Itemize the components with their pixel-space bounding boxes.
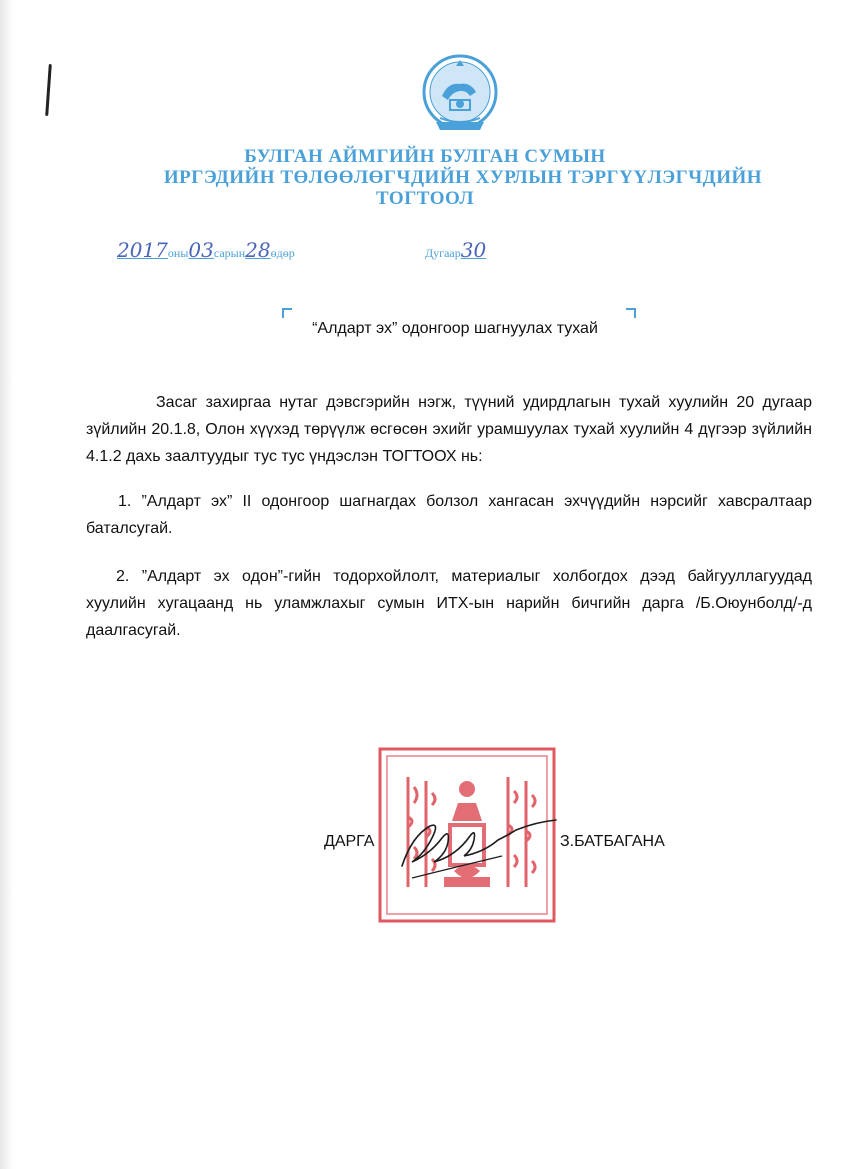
subject-title: “Алдарт эх” одонгоор шагнуулах тухай (312, 320, 598, 337)
date-day-suffix: өдөр (270, 246, 295, 260)
date-day: 28 (245, 238, 271, 262)
subject-corner-left (282, 308, 292, 318)
handwritten-signature (392, 808, 572, 888)
pen-mark (45, 64, 52, 116)
date-month-suffix: сарын (213, 246, 246, 260)
resolution-item-2: 2. ”Алдарт эх одон”-гийн тодорхойлолт, материалыг холбогдох дээд байгууллагуудад хуулийн хугацаанд нь уламжлахыг сумын ИТХ-ын нарийн бичгийн дарга /Б.Оюунболд/-д даалгасугай. (86, 568, 812, 639)
date-line (117, 238, 295, 262)
scan-edge (0, 0, 14, 1169)
number-line (425, 238, 486, 262)
date-month: 03 (188, 238, 214, 262)
header-line-1: БУЛГАН АЙМГИЙН БУЛГАН СУМЫН (244, 146, 606, 167)
subject-corner-right (626, 308, 636, 318)
date-year-suffix: оны (167, 246, 189, 260)
header-line-2: ИРГЭДИЙН ТӨЛӨӨЛӨГЧДИЙН ХУРЛЫН ТЭРГҮҮЛЭГЧДИЙН (163, 167, 763, 188)
date-year: 2017 (117, 238, 168, 262)
signatory-name: З.БАТБАГАНА (560, 833, 665, 850)
number-value: 30 (460, 238, 487, 262)
preamble-paragraph: Засаг захиргаа нутаг дэвсгэрийн нэгж, түүний удирдлагын тухай хуулийн 20 дугаар зүйлийн 20.1.8, Олон хүүхэд төрүүлж өсгөсөн эхийг урамшуулах тухай хуулийн 4 дүгээр зүйлийн 4.1.2 дахь заалтуудыг тус тус үндэслэн ТОГТООХ нь: (86, 394, 812, 465)
state-emblem-icon (420, 52, 500, 136)
signatory-title: ДАРГА (324, 833, 375, 850)
number-label: Дугаар (425, 246, 461, 260)
header-line-3: ТОГТООЛ (376, 188, 474, 209)
resolution-item-1: 1. ”Алдарт эх” II одонгоор шагнагдах болзол хангасан эхчүүдийн нэрсийг хавсралтаар баталсугай. (86, 493, 812, 537)
